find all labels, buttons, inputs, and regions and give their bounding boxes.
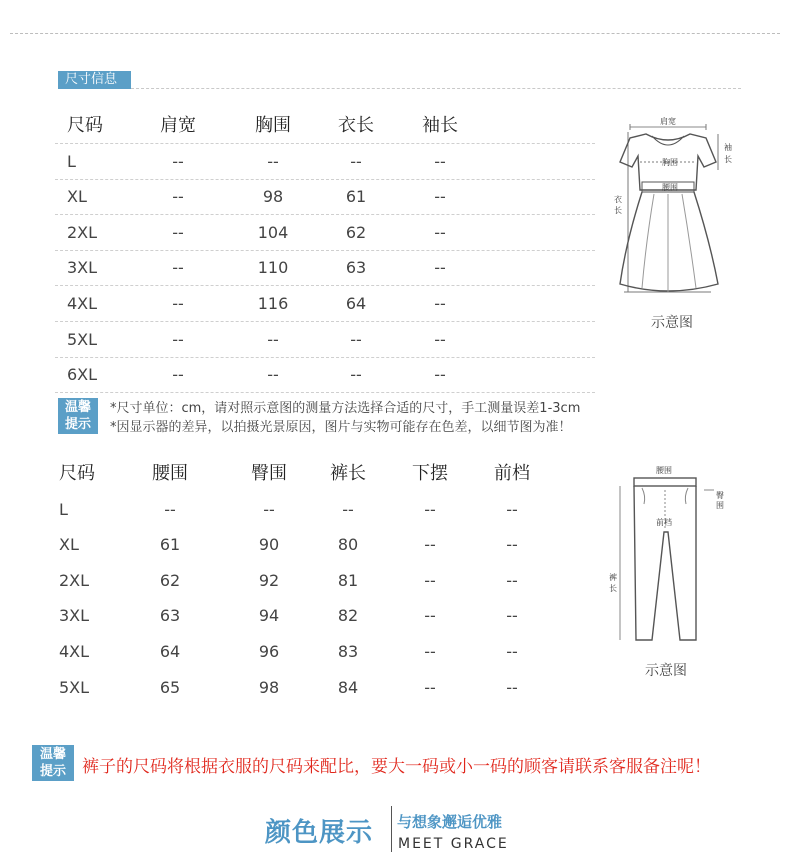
footer-subtitle: 与想象邂逅优雅 — [397, 813, 503, 831]
top-cell: 98 — [262, 187, 284, 207]
top-cell: 64 — [345, 294, 367, 313]
table-row — [55, 527, 585, 563]
pants-cell: 61 — [159, 535, 181, 555]
pants-cell: -- — [506, 535, 518, 555]
dress-label-length-group — [614, 194, 622, 215]
top-cell: -- — [350, 365, 362, 385]
pants-label-waist: 腰围 — [656, 466, 672, 475]
pants-cell: 90 — [258, 535, 280, 555]
top-cell: -- — [172, 329, 184, 349]
pants-label-length-2: 长 — [609, 584, 617, 593]
top-header-cell: 肩宽 — [160, 115, 196, 136]
dress-label-sleeve-group — [724, 142, 732, 164]
top-cell: -- — [267, 329, 279, 349]
top-cell: -- — [172, 151, 184, 171]
top-header-row — [55, 108, 595, 144]
pants-cell: 92 — [258, 570, 280, 590]
pants-cell: -- — [424, 535, 436, 555]
top-cell: 110 — [257, 258, 289, 278]
pants-cell: 83 — [337, 642, 359, 661]
tip-badge-line1: 温馨 — [64, 400, 91, 415]
top-cell: 4XL — [67, 294, 98, 313]
pants-cell: 84 — [337, 677, 359, 697]
pants-cell: 2XL — [59, 570, 90, 590]
top-cell: XL — [67, 187, 87, 207]
top-cell: -- — [172, 187, 184, 207]
top-cell: 5XL — [67, 329, 98, 349]
table-row — [55, 250, 595, 286]
dress-label-shoulder: 肩宽 — [660, 117, 676, 126]
pants-cell: 94 — [258, 606, 280, 626]
pants-header-cell: 尺码 — [59, 463, 95, 484]
dress-measurement-diagram — [606, 112, 746, 302]
tip-badge-line2: 提示 — [64, 417, 91, 432]
pants-cell: 98 — [258, 677, 280, 697]
tip2-badge-line1: 温馨 — [39, 747, 66, 762]
pants-cell: -- — [424, 677, 436, 697]
pants-cell: -- — [506, 677, 518, 697]
pants-cell: 80 — [337, 535, 359, 555]
table-row — [55, 286, 595, 322]
top-cell: -- — [172, 365, 184, 385]
table-row — [55, 144, 595, 180]
top-cell: -- — [434, 222, 446, 242]
dress-label-sleeve-2: 长 — [724, 155, 732, 164]
top-cell: -- — [434, 329, 446, 349]
pants-header-cell: 腰围 — [152, 463, 188, 484]
top-cell: 3XL — [67, 258, 98, 278]
table-row — [55, 179, 595, 215]
pants-label-length-group — [609, 572, 617, 593]
top-cell: 62 — [345, 222, 367, 242]
pants-cell: -- — [506, 642, 518, 661]
top-cell: -- — [172, 294, 184, 313]
pants-cell: XL — [59, 535, 79, 555]
top-cell: 2XL — [67, 222, 98, 242]
tip-note-unit: *尺寸单位：cm，请对照示意图的测量方法选择合适的尺寸，手工测量误差1-3cm — [110, 401, 581, 416]
pants-cell: -- — [424, 642, 436, 661]
top-header-cell: 衣长 — [338, 115, 374, 136]
color-display-title: 颜色展示 — [265, 818, 374, 848]
pants-cell: 82 — [337, 606, 359, 626]
pants-cell: -- — [424, 499, 436, 519]
pants-cell: 63 — [159, 606, 181, 626]
pants-header-cell: 臀围 — [251, 463, 287, 484]
top-cell: -- — [434, 258, 446, 278]
top-cell: -- — [350, 151, 362, 171]
dress-label-length-1: 衣 — [614, 195, 622, 204]
table-row — [55, 598, 585, 634]
pants-label-rise: 前档 — [656, 518, 672, 527]
pants-cell: -- — [506, 570, 518, 590]
top-cell: -- — [350, 329, 362, 349]
pants-cell: 5XL — [59, 677, 90, 697]
top-cell: -- — [434, 365, 446, 385]
top-header-cell: 尺码 — [67, 115, 103, 136]
top-cell: -- — [172, 222, 184, 242]
pants-cell: -- — [263, 499, 275, 519]
dress-diagram-caption: 示意图 — [651, 315, 693, 331]
pants-diagram-caption: 示意图 — [645, 663, 687, 679]
tip-badge — [58, 398, 98, 434]
top-cell: -- — [434, 151, 446, 171]
pants-cell: 81 — [337, 570, 359, 590]
table-row — [55, 357, 595, 393]
pants-cell: 65 — [159, 677, 181, 697]
pants-label-hip-group — [716, 490, 724, 510]
pants-header-row — [55, 456, 585, 492]
top-cell: -- — [434, 187, 446, 207]
top-divider — [10, 33, 780, 34]
top-cell: -- — [267, 365, 279, 385]
top-header-cell: 袖长 — [422, 115, 458, 136]
top-cell: 116 — [257, 294, 289, 313]
tip2-badge-line2: 提示 — [39, 764, 66, 779]
dress-label-waist: 腰围 — [662, 183, 678, 192]
pants-sizing-notice: 裤子的尺码将根据衣服的尺码来配比，要大一码或小一码的顾客请联系客服备注呢！ — [82, 757, 711, 777]
pants-cell: 4XL — [59, 642, 90, 661]
top-cell: -- — [267, 151, 279, 171]
tip2-badge — [32, 745, 74, 781]
table-row — [55, 492, 585, 528]
pants-cell: -- — [424, 606, 436, 626]
pants-cell: -- — [506, 499, 518, 519]
pants-cell: -- — [424, 570, 436, 590]
pants-cell: L — [59, 499, 68, 519]
top-cell: -- — [172, 258, 184, 278]
section-title: 尺寸信息 — [58, 71, 131, 89]
top-cell: -- — [434, 294, 446, 313]
pants-header-cell: 下摆 — [412, 463, 448, 484]
footer-english: MEET GRACE — [398, 836, 509, 852]
table-row — [55, 670, 585, 706]
top-cell: 63 — [345, 258, 367, 278]
pants-label-hip-2: 围 — [716, 501, 724, 510]
table-row — [55, 322, 595, 358]
section-divider — [131, 88, 741, 89]
pants-cell: 3XL — [59, 606, 90, 626]
pants-cell: -- — [506, 606, 518, 626]
pants-header-cell: 前档 — [494, 463, 530, 484]
tip-note-color: *因显示器的差异，以拍摄光景原因，图片与实物可能存在色差，以细节图为准！ — [110, 420, 572, 435]
table-row — [55, 563, 585, 599]
dress-label-bust: 胸围 — [662, 158, 678, 167]
pants-label-hip-1: 臀 — [716, 491, 724, 500]
dress-label-sleeve-1: 袖 — [724, 143, 732, 152]
footer-divider — [391, 806, 392, 852]
top-header-cell: 胸围 — [255, 115, 291, 136]
pants-cell: 96 — [258, 642, 280, 661]
pants-measurement-diagram — [606, 460, 736, 650]
pants-cell: 64 — [159, 642, 181, 661]
dress-label-length-2: 长 — [614, 206, 622, 215]
pants-header-cell: 裤长 — [330, 463, 366, 484]
pants-cell: -- — [164, 499, 176, 519]
top-cell: 104 — [257, 222, 289, 242]
top-cell: 61 — [345, 187, 367, 207]
top-cell: 6XL — [67, 365, 98, 385]
pants-label-length-1: 裤 — [609, 573, 617, 582]
pants-cell: -- — [342, 499, 354, 519]
top-cell: L — [67, 151, 76, 171]
table-row — [55, 634, 585, 670]
pants-cell: 62 — [159, 570, 181, 590]
table-row — [55, 215, 595, 251]
